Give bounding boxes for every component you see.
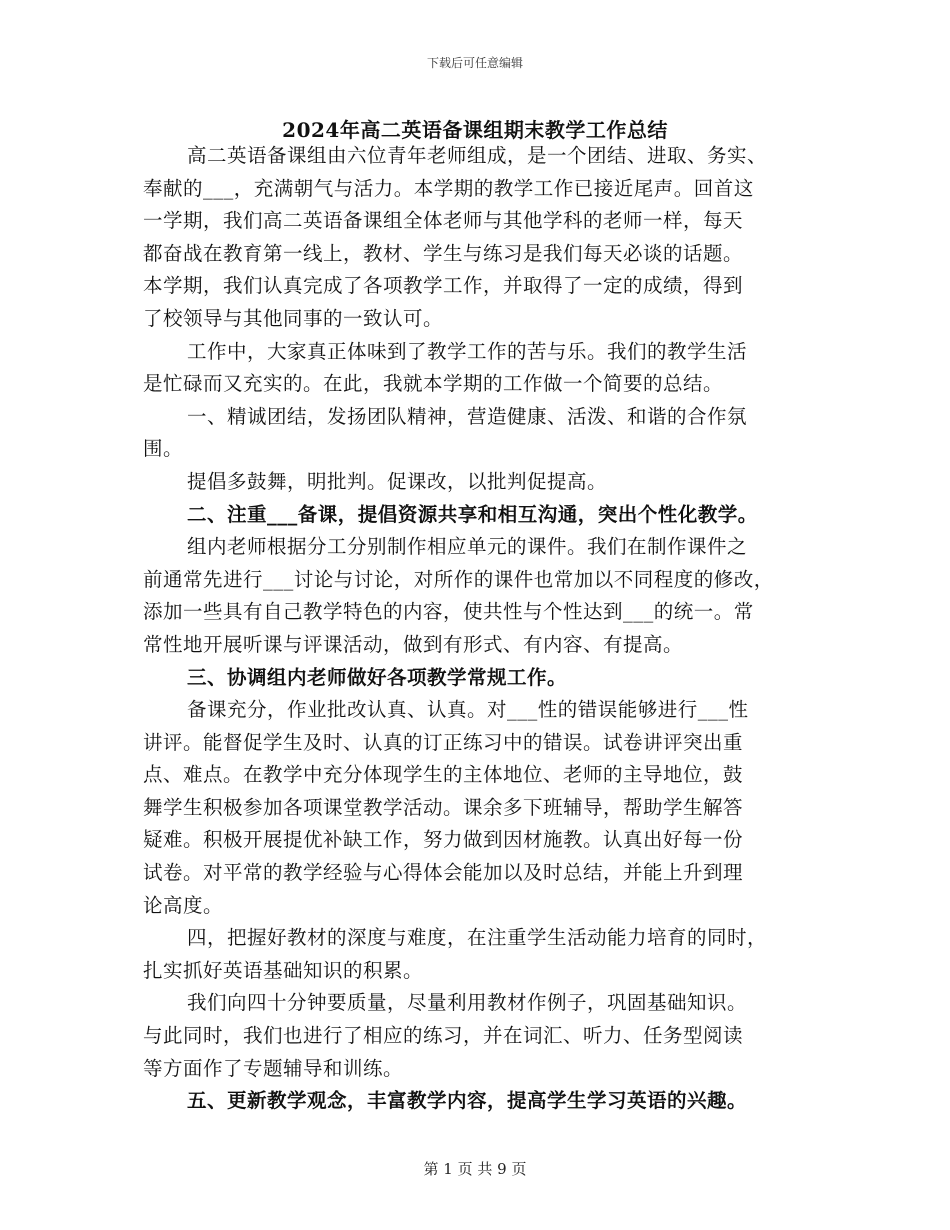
document-body (143, 140, 813, 1118)
body-line: 是忙碌而又充实的。在此，我就本学期的工作做一个简要的总结。 (143, 372, 724, 396)
body-line: 围。 (143, 437, 184, 461)
body-line: 了校领导与其他同事的一致认可。 (143, 306, 444, 330)
document-title: 2024年高二英语备课组期末教学工作总结 (282, 118, 668, 142)
body-line: 讲评。能督促学生及时、认真的订正练习中的错误。试卷讲评突出重 (143, 730, 744, 754)
section-heading-4: 四，把握好教材的深度与难度，在注重学生活动能力培育的同时， (187, 926, 768, 950)
page-header: 下载后可任意编辑 (426, 56, 523, 70)
body-line: 与此同时，我们也进行了相应的练习，并在词汇、听力、任务型阅读 (143, 1024, 744, 1048)
body-line: 前通常先进行___讨论与讨论，对所作的课件也常加以不同程度的修改， (143, 567, 774, 591)
section-heading-5: 五、更新教学观念，丰富教学内容，提高学生学习英语的兴趣。 (187, 1089, 748, 1113)
body-line: 本学期，我们认真完成了各项教学工作，并取得了一定的成绩，得到 (143, 274, 744, 298)
body-line: 一学期，我们高二英语备课组全体老师与其他学科的老师一样，每天 (143, 209, 744, 233)
body-line: 试卷。对平常的教学经验与心得体会能加以及时总结，并能上升到理 (143, 861, 744, 885)
body-line: 组内老师根据分工分别制作相应单元的课件。我们在制作课件之 (187, 535, 748, 559)
section-heading-2: 二、注重___备课，提倡资源共享和相互沟通，突出个性化教学。 (187, 502, 758, 526)
body-line: 提倡多鼓舞，明批判。促课改，以批判促提高。 (187, 469, 608, 493)
body-line: 我们向四十分钟要质量，尽量利用教材作例子，巩固基础知识。 (187, 991, 748, 1015)
section-heading-3: 三、协调组内老师做好各项教学常规工作。 (187, 665, 568, 689)
body-line: 奉献的___，充满朝气与活力。本学期的教学工作已接近尾声。回首这 (143, 176, 754, 200)
body-line: 常性地开展听课与评课活动，做到有形式、有内容、有提高。 (143, 632, 684, 656)
body-line: 扎实抓好英语基础知识的积累。 (143, 958, 424, 982)
section-heading-1: 一、精诚团结，发扬团队精神，营造健康、活泼、和谐的合作氛 (187, 404, 748, 428)
body-line: 论高度。 (143, 893, 224, 917)
body-line: 备课充分，作业批改认真、认真。对___性的错误能够进行___性 (187, 698, 749, 722)
page-footer: 第 1 页 共 9 页 (423, 1160, 527, 1178)
body-line: 添加一些具有自己教学特色的内容，使共性与个性达到___的统一。常 (143, 600, 754, 624)
body-line: 疑难。积极开展提优补缺工作，努力做到因材施教。认真出好每一份 (143, 828, 744, 852)
body-line: 等方面作了专题辅导和训练。 (143, 1056, 404, 1080)
body-line: 工作中，大家真正体味到了教学工作的苦与乐。我们的教学生活 (187, 339, 748, 363)
body-line: 都奋战在教育第一线上，教材、学生与练习是我们每天必谈的话题。 (143, 241, 744, 265)
body-line: 高二英语备课组由六位青年老师组成，是一个团结、进取、务实、 (187, 144, 768, 167)
body-line: 点、难点。在教学中充分体现学生的主体地位、老师的主导地位，鼓 (143, 763, 744, 787)
body-line: 舞学生积极参加各项课堂教学活动。课余多下班辅导，帮助学生解答 (143, 795, 744, 819)
